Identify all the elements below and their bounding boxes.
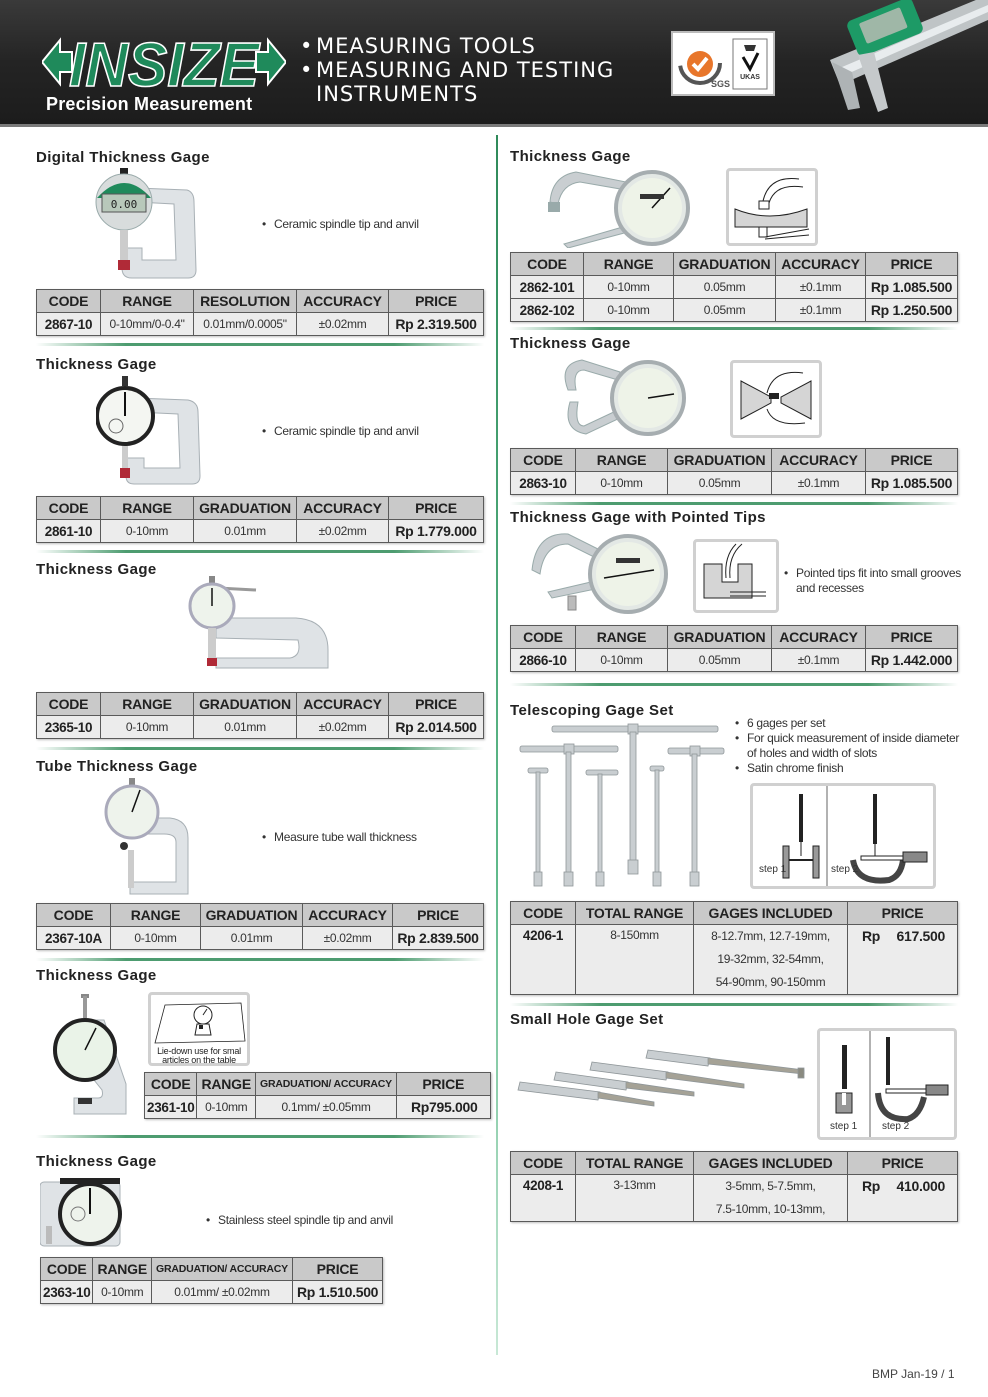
cell-graduation: 0.05mm xyxy=(668,649,772,672)
step-1-label: step 1 xyxy=(759,864,787,875)
usage-diagram xyxy=(726,168,818,246)
cell-range: 0-10mm xyxy=(584,299,674,322)
col-range: RANGE xyxy=(101,693,194,716)
table-header-row xyxy=(37,904,484,927)
lie-down-usage-diagram xyxy=(148,992,250,1066)
cell-accuracy: ±0.02mm xyxy=(297,716,389,739)
feature-list xyxy=(262,217,419,232)
col-code: CODE xyxy=(511,902,576,925)
cell-accuracy: ±0.1mm xyxy=(776,299,866,322)
section-title-thickness-gage: Thickness Gage xyxy=(36,356,157,373)
thickness-gage-2863-image xyxy=(554,356,688,440)
col-graduation: GRADUATION xyxy=(668,449,772,472)
col-price: PRICE xyxy=(866,253,958,276)
feature-list xyxy=(784,566,964,596)
gage-line: 3-5mm, 5-7.5mm, xyxy=(725,1179,816,1193)
cell-code: 2363-10 xyxy=(41,1281,93,1304)
section-divider xyxy=(36,747,484,750)
col-code: CODE xyxy=(37,290,101,313)
cell-code: 2361-10 xyxy=(145,1096,197,1119)
col-accuracy: ACCURACY xyxy=(772,449,866,472)
gage-line: 8-12.7mm, 12.7-19mm, xyxy=(711,929,830,943)
feature-item: • For quick measurement of inside diameter of holes and width of slots xyxy=(735,731,961,761)
section-divider xyxy=(510,1003,958,1006)
tagline-2: MEASURING AND TESTING xyxy=(316,58,615,82)
cell-graduation-accuracy: 0.1mm/ ±0.05mm xyxy=(256,1096,397,1119)
svg-text:0.00: 0.00 xyxy=(110,198,138,211)
col-code: CODE xyxy=(511,1152,576,1175)
section-divider xyxy=(36,958,484,961)
cell-range: 0-10mm xyxy=(584,276,674,299)
usage-steps-diagram xyxy=(750,783,936,889)
spec-table-2862 xyxy=(510,252,958,322)
cell-accuracy: ±0.02mm xyxy=(303,927,393,950)
section-divider xyxy=(510,327,958,330)
table-header-row xyxy=(145,1073,491,1096)
col-price: PRICE xyxy=(389,693,484,716)
section-divider xyxy=(36,550,484,553)
tagline: • MEASURING TOOLS • MEASURING AND TESTING INSTRUMENTS xyxy=(300,34,615,106)
cell-range: 0-10mm xyxy=(101,520,194,543)
feature-item: • 6 gages per set xyxy=(735,716,961,731)
usage-diagram xyxy=(730,360,822,438)
col-graduation: GRADUATION xyxy=(668,626,772,649)
section-title-thickness-gage: Thickness Gage xyxy=(510,335,631,352)
table-row xyxy=(511,299,958,322)
table-row xyxy=(41,1281,383,1304)
cell-price xyxy=(396,1096,490,1119)
cell-price: Rp 2.014.500 xyxy=(389,716,484,739)
digital-thickness-gage-image xyxy=(92,168,202,282)
cell-resolution: 0.01mm/0.0005" xyxy=(194,313,297,336)
cell-code: 2365-10 xyxy=(37,716,101,739)
cell-graduation: 0.05mm xyxy=(674,299,776,322)
table-row xyxy=(37,520,484,543)
cell-graduation: 0.05mm xyxy=(674,276,776,299)
col-code: CODE xyxy=(511,626,576,649)
col-range: RANGE xyxy=(197,1073,256,1096)
cell-price: Rp 1.250.500 xyxy=(866,299,958,322)
sgs-ukas-cert-icon xyxy=(673,33,773,94)
tagline-1: MEASURING TOOLS xyxy=(316,34,536,58)
table-row xyxy=(37,927,484,950)
cell-range: 0-10mm xyxy=(576,472,668,495)
step-2-label: step 2 xyxy=(882,1121,910,1132)
col-total-range: TOTAL RANGE xyxy=(576,902,694,925)
col-price: PRICE xyxy=(292,1258,382,1281)
groove-measure-icon xyxy=(696,542,776,610)
col-price: PRICE xyxy=(389,497,484,520)
cell-price xyxy=(848,925,958,995)
spec-table-2866 xyxy=(510,625,958,672)
cell-code: 2862-102 xyxy=(511,299,584,322)
cell-code: 2863-10 xyxy=(511,472,576,495)
cell-code: 4206-1 xyxy=(511,925,576,995)
col-accuracy: ACCURACY xyxy=(303,904,393,927)
cell-range: 0-10mm xyxy=(197,1096,256,1119)
col-range: RANGE xyxy=(111,904,201,927)
diagram-caption: Lie-down use for smal articles on the table xyxy=(157,1046,241,1065)
section-title-thickness-gage: Thickness Gage xyxy=(36,561,157,578)
col-accuracy: ACCURACY xyxy=(297,497,389,520)
col-gages-included: GAGES INCLUDED xyxy=(694,902,848,925)
col-accuracy: ACCURACY xyxy=(297,693,389,716)
col-price: PRICE xyxy=(866,449,958,472)
col-price: PRICE xyxy=(848,902,958,925)
curved-surface-measure-icon xyxy=(729,171,815,243)
table-header-row xyxy=(37,497,484,520)
spec-table-2365 xyxy=(36,692,484,739)
col-price: PRICE xyxy=(396,1073,490,1096)
col-range: RANGE xyxy=(101,290,194,313)
spec-table-4206 xyxy=(510,901,958,995)
feature-list xyxy=(735,716,961,776)
thickness-gage-2861-image xyxy=(96,376,206,488)
col-graduation-accuracy: GRADUATION/ ACCURACY xyxy=(256,1073,397,1096)
tube-thickness-gage-image xyxy=(104,778,200,898)
table-row xyxy=(511,1175,958,1222)
page-footer-code: BMP Jan-19 / 1 xyxy=(872,1367,955,1381)
cell-accuracy: ±0.1mm xyxy=(772,472,866,495)
col-code: CODE xyxy=(41,1258,93,1281)
gage-line: 7.5-10mm, 10-13mm, xyxy=(715,1202,826,1216)
cell-graduation: 0.05mm xyxy=(668,472,772,495)
col-accuracy: ACCURACY xyxy=(776,253,866,276)
svg-text:UKAS: UKAS xyxy=(740,74,760,81)
spec-table-2867 xyxy=(36,289,484,336)
cell-price: Rp 2.839.500 xyxy=(393,927,484,950)
cell-range: 0-10mm xyxy=(111,927,201,950)
spec-table-4208 xyxy=(510,1151,958,1222)
thickness-gage-2365-image xyxy=(186,576,332,684)
table-header-row xyxy=(37,693,484,716)
col-code: CODE xyxy=(511,449,576,472)
feature-list xyxy=(262,424,419,439)
table-header-row xyxy=(511,449,958,472)
gage-line: 54-90mm, 90-150mm xyxy=(715,975,826,989)
section-title-small-hole-gage-set: Small Hole Gage Set xyxy=(510,1011,664,1028)
table-header-row xyxy=(511,626,958,649)
concave-surface-measure-icon xyxy=(733,363,819,435)
col-range: RANGE xyxy=(576,449,668,472)
thickness-gage-2363-image xyxy=(40,1176,126,1250)
price-amount: 617.500 xyxy=(896,928,945,944)
price-amount: 795.000 xyxy=(429,1099,478,1115)
tagline-3: INSTRUMENTS xyxy=(316,82,479,106)
spec-table-2361 xyxy=(144,1072,491,1119)
col-price: PRICE xyxy=(866,626,958,649)
col-graduation: GRADUATION xyxy=(194,497,297,520)
col-price: PRICE xyxy=(848,1152,958,1175)
table-row xyxy=(37,313,484,336)
feature-item: • Measure tube wall thickness xyxy=(262,830,417,845)
feature-list xyxy=(262,830,417,845)
small-hole-gages-image xyxy=(514,1044,806,1114)
telescoping-gages-image xyxy=(512,722,728,892)
col-range: RANGE xyxy=(584,253,674,276)
feature-list xyxy=(206,1213,393,1228)
price-currency: Rp xyxy=(410,1099,429,1115)
col-resolution: RESOLUTION xyxy=(194,290,297,313)
col-graduation: GRADUATION xyxy=(201,904,303,927)
section-title-digital-thickness-gage: Digital Thickness Gage xyxy=(36,149,210,166)
column-divider xyxy=(496,135,498,1355)
feature-item: • Ceramic spindle tip and anvil xyxy=(262,424,419,439)
table-header-row xyxy=(37,290,484,313)
col-accuracy: ACCURACY xyxy=(297,290,389,313)
col-range: RANGE xyxy=(93,1258,152,1281)
cell-price: Rp 1.085.500 xyxy=(866,472,958,495)
step-2-label: step 2 xyxy=(831,864,859,875)
cell-price: Rp 1.442.000 xyxy=(866,649,958,672)
spec-table-2863 xyxy=(510,448,958,495)
section-divider xyxy=(36,343,484,346)
spec-table-2861 xyxy=(36,496,484,543)
digital-caliper-image xyxy=(790,0,988,127)
thickness-gage-2862-image xyxy=(546,168,692,248)
spec-table-2363 xyxy=(40,1257,383,1304)
cell-graduation: 0.01mm xyxy=(201,927,303,950)
cell-gages-included xyxy=(694,925,848,995)
table-row xyxy=(37,716,484,739)
col-code: CODE xyxy=(37,904,111,927)
col-range: RANGE xyxy=(576,626,668,649)
section-title-tube-thickness-gage: Tube Thickness Gage xyxy=(36,758,198,775)
section-title-thickness-gage: Thickness Gage xyxy=(510,148,631,165)
cell-range: 0-10mm/0-0.4" xyxy=(101,313,194,336)
cell-accuracy: ±0.02mm xyxy=(297,520,389,543)
cell-graduation-accuracy: 0.01mm/ ±0.02mm xyxy=(152,1281,293,1304)
cell-accuracy: ±0.1mm xyxy=(772,649,866,672)
feature-item: • Pointed tips fit into small grooves and recesses xyxy=(784,566,964,596)
table-header-row xyxy=(41,1258,383,1281)
table-header-row xyxy=(511,1152,958,1175)
col-graduation-accuracy: GRADUATION/ ACCURACY xyxy=(152,1258,293,1281)
table-row xyxy=(145,1096,491,1119)
price-currency: Rp xyxy=(862,928,881,944)
insize-logo xyxy=(42,32,286,92)
brand-subtitle: Precision Measurement xyxy=(46,94,253,114)
svg-text:INSIZE: INSIZE xyxy=(69,32,261,92)
section-title-thickness-gage: Thickness Gage xyxy=(36,967,157,984)
cell-accuracy: ±0.1mm xyxy=(776,276,866,299)
thickness-gage-2361-image xyxy=(52,994,132,1118)
price-amount: 410.000 xyxy=(896,1178,945,1194)
table-row xyxy=(511,276,958,299)
usage-diagram xyxy=(693,539,779,613)
feature-item: • Ceramic spindle tip and anvil xyxy=(262,217,419,232)
cell-code: 2862-101 xyxy=(511,276,584,299)
feature-item: • Satin chrome finish xyxy=(735,761,961,776)
cell-code: 2867-10 xyxy=(37,313,101,336)
col-code: CODE xyxy=(37,497,101,520)
cell-total-range: 3-13mm xyxy=(576,1175,694,1222)
spec-table-2367 xyxy=(36,903,484,950)
cell-total-range: 8-150mm xyxy=(576,925,694,995)
section-divider xyxy=(510,683,958,686)
table-header-row xyxy=(511,902,958,925)
cell-gages-included xyxy=(694,1175,848,1222)
cell-range: 0-10mm xyxy=(93,1281,152,1304)
cell-price: Rp 1.085.500 xyxy=(866,276,958,299)
cell-price: Rp 2.319.500 xyxy=(389,313,484,336)
col-code: CODE xyxy=(37,693,101,716)
cell-price: Rp 1.779.000 xyxy=(389,520,484,543)
svg-text:SGS: SGS xyxy=(711,79,731,89)
cell-range: 0-10mm xyxy=(101,716,194,739)
cell-price xyxy=(848,1175,958,1222)
col-gages-included: GAGES INCLUDED xyxy=(694,1152,848,1175)
col-total-range: TOTAL RANGE xyxy=(576,1152,694,1175)
col-graduation: GRADUATION xyxy=(194,693,297,716)
section-title-telescoping-gage-set: Telescoping Gage Set xyxy=(510,702,674,719)
cell-price: Rp 1.510.500 xyxy=(292,1281,382,1304)
certification-logos xyxy=(671,31,775,96)
cell-code: 2367-10A xyxy=(37,927,111,950)
table-row xyxy=(511,925,958,995)
cell-accuracy: ±0.02mm xyxy=(297,313,389,336)
section-divider xyxy=(510,502,958,505)
cell-code: 2866-10 xyxy=(511,649,576,672)
col-code: CODE xyxy=(145,1073,197,1096)
table-row xyxy=(511,649,958,672)
col-price: PRICE xyxy=(393,904,484,927)
col-accuracy: ACCURACY xyxy=(772,626,866,649)
table-header-row xyxy=(511,253,958,276)
section-title-thickness-gage: Thickness Gage xyxy=(36,1153,157,1170)
col-graduation: GRADUATION xyxy=(674,253,776,276)
cell-code: 2861-10 xyxy=(37,520,101,543)
col-code: CODE xyxy=(511,253,584,276)
col-price: PRICE xyxy=(389,290,484,313)
section-title-pointed-tips-gage: Thickness Gage with Pointed Tips xyxy=(510,509,766,526)
cell-graduation: 0.01mm xyxy=(194,520,297,543)
price-currency: Rp xyxy=(862,1178,881,1194)
step-1-label: step 1 xyxy=(830,1121,858,1132)
usage-steps-diagram xyxy=(817,1028,957,1140)
table-row xyxy=(511,472,958,495)
lie-down-gage-icon xyxy=(151,995,247,1045)
col-range: RANGE xyxy=(101,497,194,520)
cell-range: 0-10mm xyxy=(576,649,668,672)
section-divider xyxy=(36,1135,484,1138)
header-banner xyxy=(0,0,988,127)
feature-item: • Stainless steel spindle tip and anvil xyxy=(206,1213,393,1228)
gage-line: 19-32mm, 32-54mm, xyxy=(717,952,824,966)
pointed-tips-gage-image xyxy=(528,530,674,618)
cell-code: 4208-1 xyxy=(511,1175,576,1222)
cell-graduation: 0.01mm xyxy=(194,716,297,739)
